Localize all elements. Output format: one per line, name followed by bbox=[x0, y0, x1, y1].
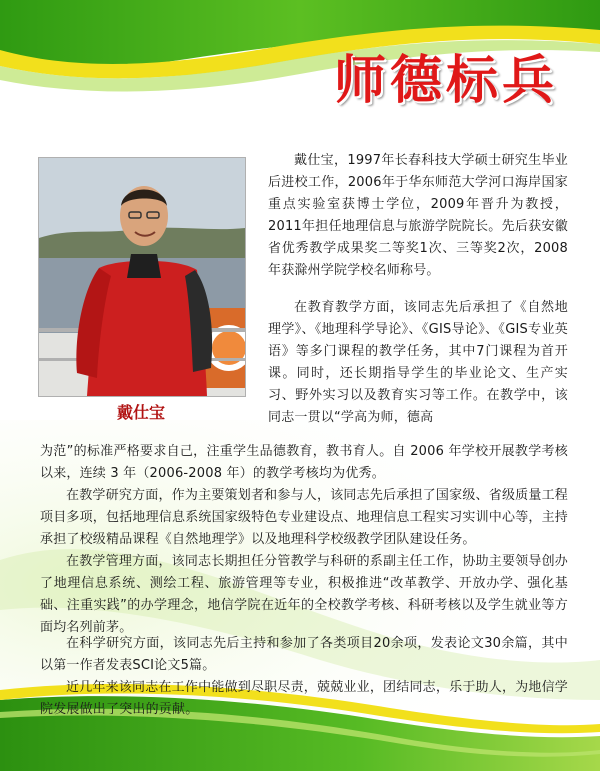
paragraph-summary: 近几年来该同志在工作中能做到尽职尽责，兢兢业业，团结同志，乐于助人，为地信学院发展做出了突出的贡献。 bbox=[40, 680, 568, 717]
paragraph-teaching-continued: 为范”的标准严格要求自己，注重学生品德教育，教书育人。自 2006 年学校开展教学考核以来，连续 3 年（2006-2008 年）的教学考核均为优秀。 bbox=[40, 444, 568, 481]
paragraph-biography: 戴仕宝，1997年长春科技大学硕士研究生毕业后进校工作，2006年于华东师范大学河口海岸国家重点实验室获博士学位，2009年晋升为教授， 2011年担任地理信息与旅游学院院长。先后获安徽省优秀教学成果奖二等奖1次、三等奖2次，2008年获滁州学院学校名师称号。 bbox=[268, 153, 568, 278]
paragraph-teaching-management: 在教学管理方面，该同志长期担任分管教学与科研的系副主任工作，协助主要领导创办了地理信息系统、测绘工程、旅游管理等专业，积极推进“改革教学、开放办学、强化基础、注重实践”的办学理念，地信学院在近年的全校教学考核、科研考核以及学生就业等方面均名列前茅。 bbox=[40, 554, 568, 635]
page-title: 师德标兵 bbox=[333, 50, 558, 111]
photo-caption: 戴仕宝 bbox=[116, 403, 165, 422]
portrait-image bbox=[39, 158, 245, 396]
paragraph-scientific-research: 在科学研究方面，该同志先后主持和参加了各类项目20余项，发表论文30余篇，其中以第一作者发表SCI论文5篇。 bbox=[40, 636, 568, 673]
portrait-photo bbox=[38, 157, 246, 397]
paragraph-teaching-research: 在教学研究方面，作为主要策划者和参与人，该同志先后承担了国家级、省级质量工程项目多项，包括地理信息系统国家级特色专业建设点、地理信息工程实习实训中心等，主持承担了校级精品课程《自然地理学》以及地理科学校级教学团队建设任务。 bbox=[40, 488, 569, 547]
paragraph-teaching: 在教育教学方面，该同志先后承担了《自然地理学》、《地理科学导论》、《GIS导论》、《GIS专业英语》等多门课程的教学任务，其中7门课程为首开课。同时，还长期指导学生的毕业论文、生产实习、野外实习以及教育实习等工作。在教学中，该同志一贯以“学高为师，德高 bbox=[268, 300, 568, 425]
